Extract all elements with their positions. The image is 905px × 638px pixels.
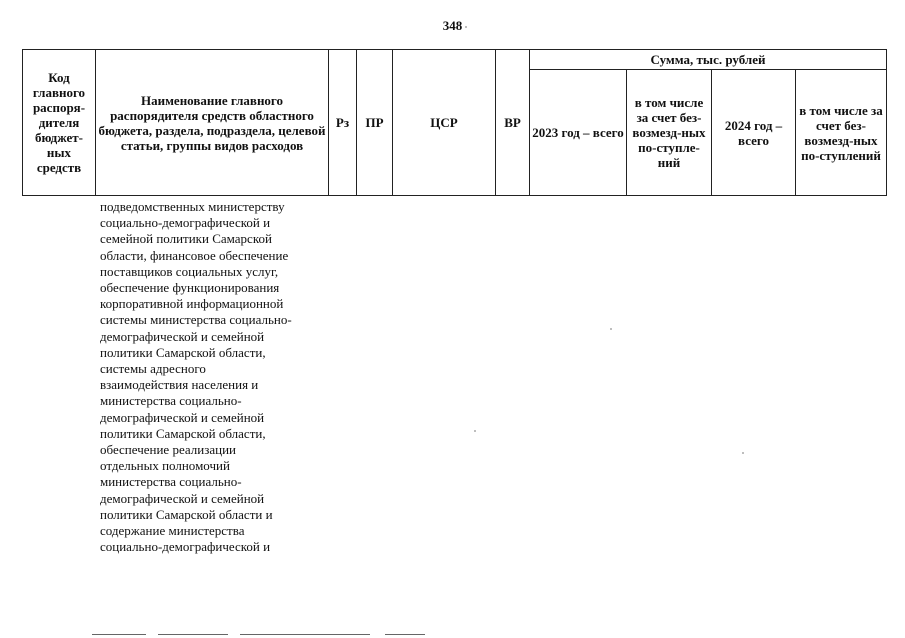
scan-speck [610, 328, 612, 330]
text-line: семейной политики Самарской [100, 231, 272, 247]
text-line: демографической и семейной [100, 490, 265, 506]
footer-rule [92, 634, 146, 635]
footer-rule [158, 634, 228, 635]
text-line: корпоративной информационной [100, 296, 284, 312]
text-line: социально-демографической и [100, 539, 271, 555]
header-vr: ВР [496, 50, 530, 196]
text-line: содержание министерства [100, 523, 245, 539]
scan-speck [742, 452, 744, 454]
text-line: обеспечение реализации [100, 442, 236, 458]
text-line: подведомственных министерству [100, 199, 285, 214]
text-line: отдельных полномочий [100, 458, 230, 474]
scan-speck [465, 26, 467, 28]
header-name: Наименование главного распорядителя средств областного бюджета, раздела, подраздела, целевой статьи, группы видов расходов [96, 50, 329, 196]
header-2023-grants: в том числе за счет без-возмезд-ных по-ступле-ний [627, 70, 712, 196]
text-line: взаимодействия населения и [100, 377, 259, 393]
header-sum-group: Сумма, тыс. рублей [530, 50, 887, 70]
text-line: области, финансовое обеспечение [100, 247, 289, 263]
header-rz: Рз [329, 50, 357, 196]
header-pr: ПР [357, 50, 393, 196]
text-line: политики Самарской области, [100, 425, 266, 441]
footer-rule [240, 634, 370, 635]
page-number: 348 [442, 18, 463, 33]
header-2024-grants: в том числе за счет без-возмезд-ных по-ступлений [796, 70, 887, 196]
text-line: демографической и семейной [100, 328, 265, 344]
text-line: демографической и семейной [100, 409, 265, 425]
text-line: поставщиков социальных услуг, [100, 263, 279, 279]
row-description [100, 199, 330, 555]
header-code: Код главного распоря-дителя бюджет-ных средств [23, 50, 96, 196]
text-line: обеспечение функционирования [100, 280, 280, 296]
text-line: системы адресного [100, 361, 206, 377]
text-line: социально-демографической и [100, 215, 271, 231]
header-2024-total: 2024 год – всего [712, 70, 796, 196]
text-line: министерства социально- [100, 393, 242, 409]
footer-rule [385, 634, 425, 635]
header-2023-total: 2023 год – всего [530, 70, 627, 196]
text-line: политики Самарской области и [100, 506, 273, 522]
header-csr: ЦСР [393, 50, 496, 196]
text-line: системы министерства социально- [100, 312, 292, 328]
text-line: политики Самарской области, [100, 344, 266, 360]
table-header [22, 49, 887, 196]
text-line: министерства социально- [100, 474, 242, 490]
scan-speck [474, 430, 476, 432]
